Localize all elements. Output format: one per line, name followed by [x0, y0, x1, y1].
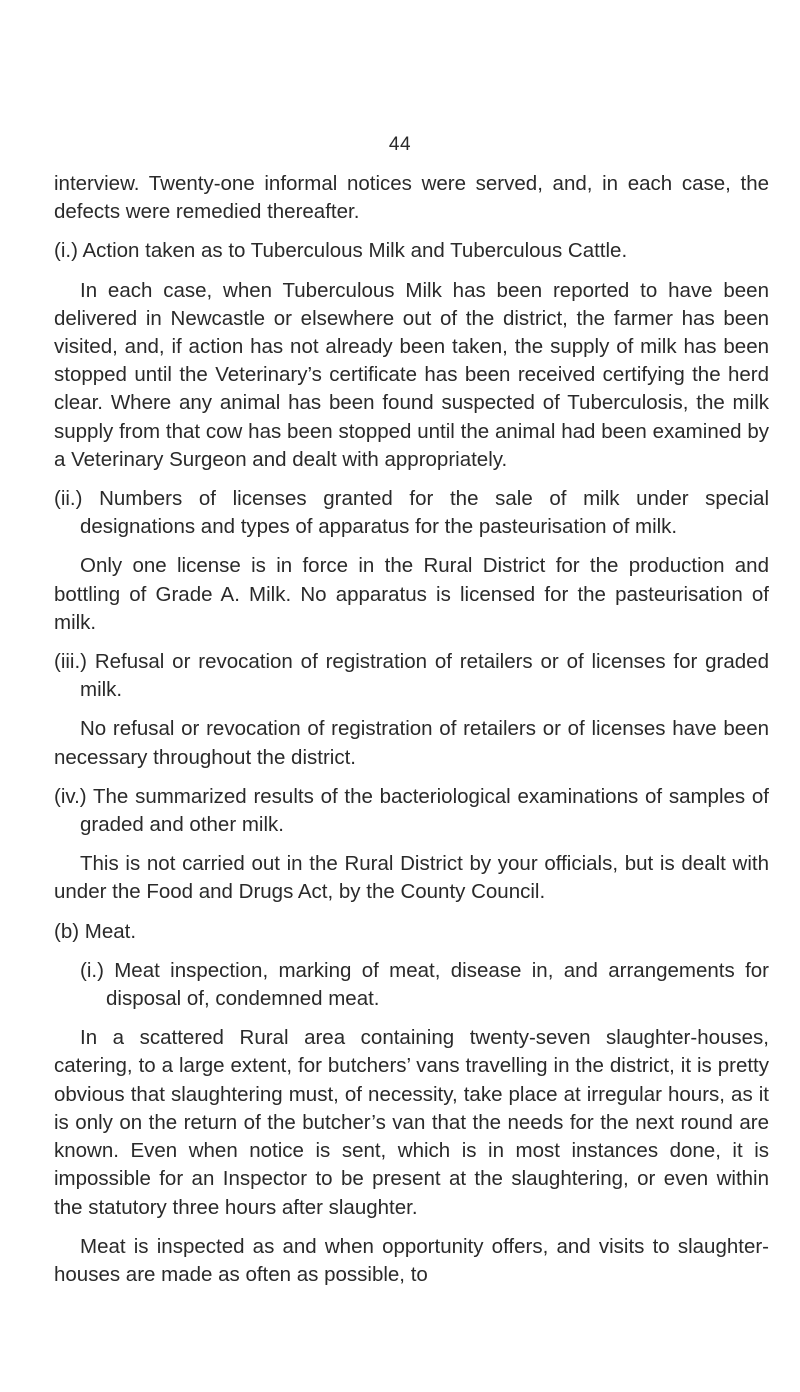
heading-licenses-granted: (ii.) Numbers of licenses granted for the sale of milk under special designations and types of apparatus for the pasteurisation of milk. — [54, 487, 769, 539]
heading-bacteriological-results: (iv.) The summarized results of the bacteriological examinations of samples of graded and other milk. — [54, 784, 769, 837]
paragraph-continuation: interview. Twenty-one informal notices were served, and, in each case, the defects were remedied thereafter. — [54, 172, 769, 224]
body-text — [54, 170, 769, 1300]
paragraph-licenses-granted: Only one license is in force in the Rural District for the production and bottling of Grade A. Milk. No apparatus is licensed for the pasteurisation of milk. — [54, 554, 769, 634]
page-number: 44 — [388, 134, 412, 155]
heading-refusal-revocation: (iii.) Refusal or revocation of registration of retailers or of licenses for graded milk. — [54, 650, 769, 702]
paragraph-tuberculous-milk: In each case, when Tuberculous Milk has been reported to have been delivered in Newcastle or elsewhere out of the district, the farmer has been visited, and, if action has not already been taken, the supply of milk has been stopped until the Veterinary’s certificate has been received certifying the herd clear. Where any animal has been found suspected of Tuberculosis, the milk supply from that cow has been stopped until the animal had been examined by a Veterinary Surgeon and dealt with appropriately. — [54, 278, 769, 471]
heading-tuberculous-milk: (i.) Action taken as to Tuberculous Milk and Tuberculous Cattle. — [54, 239, 628, 263]
paragraph-meat-inspected: Meat is inspected as and when opportunity offers, and visits to slaughter-houses are made as often as possible, to — [54, 1234, 769, 1286]
paragraph-slaughter-houses: In a scattered Rural area containing twenty-seven slaughter-houses, catering, to a large extent, for butchers’ vans travelling in the district, it is pretty obvious that slaughtering must, of necessity, take place at irregular hours, as it is only on the return of the butcher’s van that the needs for the next round are known. Even when notice is sent, which is in most instances done, it is impossible for an Inspector to be present at the slaughtering, or even within the statutory three hours after slaughter. — [54, 1026, 769, 1219]
paragraph-bacteriological-results: This is not carried out in the Rural District by your officials, but is dealt with under the Food and Drugs Act, by the County Council. — [54, 852, 769, 904]
heading-meat: (b) Meat. — [54, 919, 137, 943]
paragraph-refusal-revocation: No refusal or revocation of registration of retailers or of licenses have been necessary throughout the district. — [54, 717, 769, 769]
heading-meat-inspection: (i.) Meat inspection, marking of meat, disease in, and arrangements for disposal of, condemned meat. — [80, 958, 769, 1011]
